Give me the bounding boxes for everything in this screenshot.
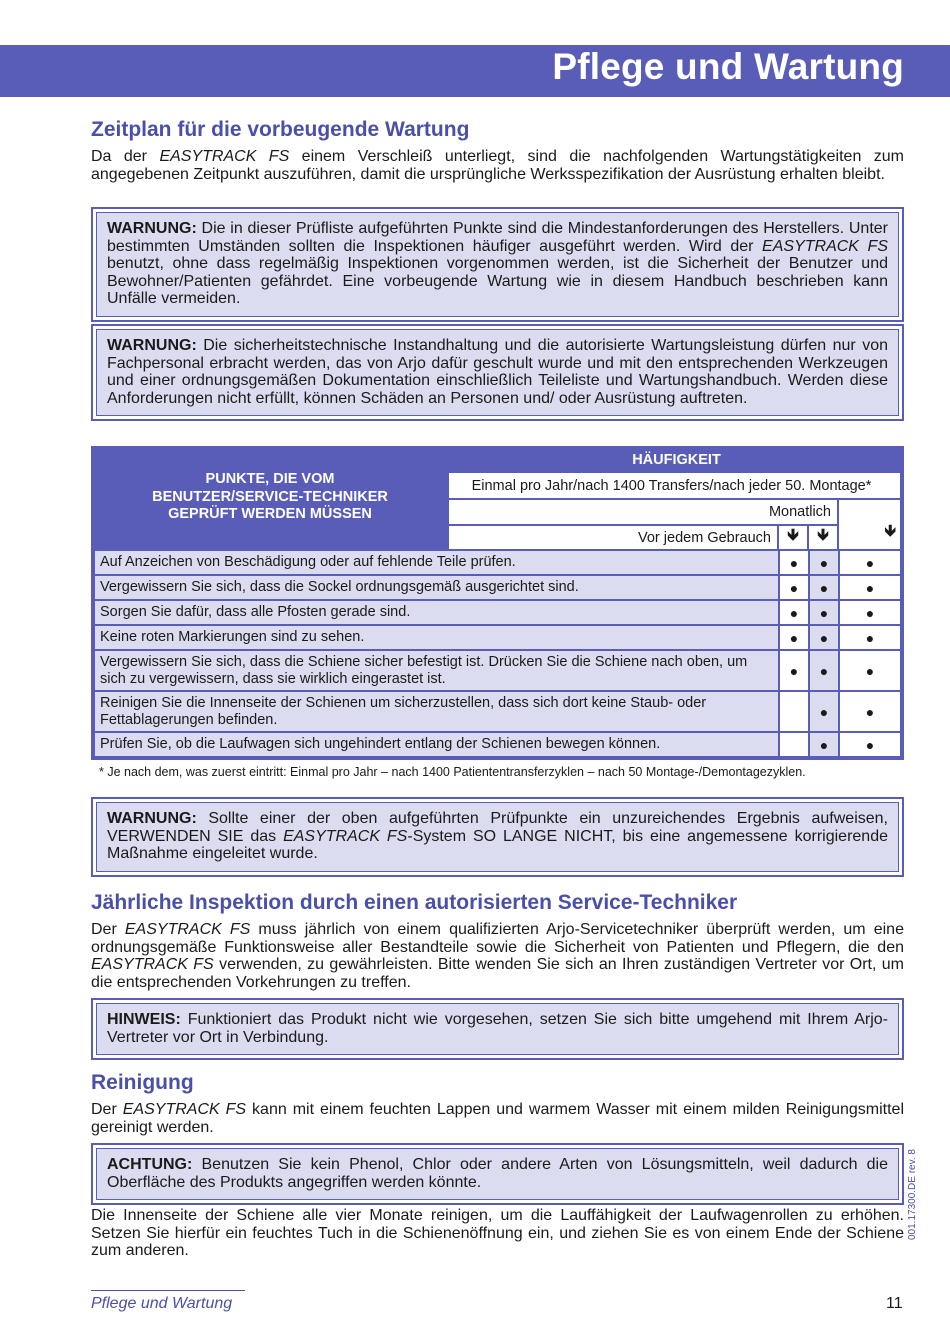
table-footnote: * Je nach dem, was zuerst eintritt: Einmal pro Jahr – nach 1400 Patiententransferzyklen – nach 50 Montage-/Demontagezyklen.: [99, 765, 806, 779]
warning-box-2: [91, 324, 904, 421]
table-header-frequency: HÄUFIGKEIT: [632, 451, 721, 468]
arrow-down-icon: 🡻: [779, 526, 807, 549]
warning-box-1-text: WARNUNG: Die in dieser Prüfliste aufgeführten Punkte sind die Mindestanforderungen des Herstellers. Unter bestimmten Umständen sollten die Inspektionen häufiger ausgeführt werden. Wird der EASYTRACK FS benutzt, ohne dass regelmäßig Inspektionen vorgenommen werden, ist die Sicherheit der Benutzer und Bewohner/Patienten gefährdet. Eine vorbeugende Wartung wie in diesem Handbuch beschrieben kann Unfälle vermeiden.: [96, 212, 899, 317]
intro-paragraph: Da der EASYTRACK FS einem Verschleiß unterliegt, sind die nachfolgenden Wartungstätigkeiten zum angegebenen Zeitpunkt auszuführen, damit die ursprüngliche Werksspezifikation der Ausrüstung erhalten bleibt.: [91, 148, 904, 183]
table-row: [95, 733, 900, 756]
arrow-down-icon: 🡻: [839, 500, 900, 549]
check-bullet: ●: [780, 651, 808, 690]
table-row: [95, 576, 900, 599]
table-row: [95, 692, 900, 731]
table-row-text: Keine roten Markierungen sind zu sehen.: [95, 626, 778, 649]
check-bullet: ●: [780, 576, 808, 599]
check-bullet: [780, 733, 808, 756]
check-bullet: ●: [810, 601, 838, 624]
check-bullet: ●: [810, 576, 838, 599]
check-bullet: ●: [840, 692, 900, 731]
table-row-text: Auf Anzeichen von Beschädigung oder auf fehlende Teile prüfen.: [95, 551, 778, 574]
arrow-down-icon: 🡻: [809, 526, 837, 549]
annual-inspection-paragraph: Der EASYTRACK FS muss jährlich von einem qualifizierten Arjo-Servicetechniker überprüft werden, um eine ordnungsgemäße Funktionsweise aller Bestandteile sowie die Sicherheit von Patienten und Pflegern, die den EASYTRACK FS verwenden, zu gewährleisten. Bitte wenden Sie sich an Ihren zuständigen Vertreter vor Ort, um die entsprechenden Vorkehrungen zu treffen.: [91, 921, 904, 991]
frequency-each-use: Vor jedem Gebrauch: [449, 526, 777, 549]
rail-cleaning-paragraph: Die Innenseite der Schiene alle vier Monate reinigen, um die Lauffähigkeit der Laufwagenrollen zu erhöhen. Setzen Sie hierfür ein feuchtes Tuch in die Schienenöffnung ein, und ziehen Sie es von einem Ende der Schiene zum anderen.: [91, 1207, 904, 1260]
table-row-text: Prüfen Sie, ob die Laufwagen sich ungehindert entlang der Schienen bewegen können.: [95, 733, 778, 756]
frequency-yearly: Einmal pro Jahr/nach 1400 Transfers/nach jeder 50. Montage*: [449, 473, 900, 498]
table-row: [95, 551, 900, 574]
footer-divider: [91, 1290, 245, 1291]
frequency-monthly: Monatlich: [449, 500, 837, 524]
check-bullet: ●: [780, 601, 808, 624]
check-bullet: ●: [810, 692, 838, 731]
table-header-items: PUNKTE, DIE VOM BENUTZER/SERVICE-TECHNIKER GEPRÜFT WERDEN MÜSSEN: [152, 471, 388, 523]
table-row: [95, 601, 900, 624]
section-heading-maintenance-schedule: Zeitplan für die vorbeugende Wartung: [91, 118, 470, 141]
check-bullet: ●: [840, 601, 900, 624]
caution-box: [91, 1143, 904, 1205]
section-heading-annual-inspection: Jährliche Inspektion durch einen autorisierten Service-Techniker: [91, 891, 738, 914]
page-title: Pflege und Wartung: [552, 46, 904, 87]
check-bullet: ●: [840, 576, 900, 599]
check-bullet: ●: [840, 651, 900, 690]
cleaning-paragraph: Der EASYTRACK FS kann mit einem feuchten Lappen und warmem Wasser mit einem milden Reinigungsmittel gereinigt werden.: [91, 1101, 904, 1136]
table-row-text: Sorgen Sie dafür, dass alle Pfosten gerade sind.: [95, 601, 778, 624]
table-row: [95, 626, 900, 649]
header-band: [0, 45, 950, 97]
check-bullet: ●: [840, 733, 900, 756]
check-bullet: ●: [810, 733, 838, 756]
check-bullet: ●: [810, 551, 838, 574]
maintenance-table: [91, 446, 904, 760]
check-bullet: [780, 692, 808, 731]
page-number: 11: [886, 1295, 903, 1312]
notice-box: [91, 998, 904, 1060]
warning-box-1: [91, 207, 904, 322]
table-row-text: Vergewissern Sie sich, dass die Schiene sicher befestigt ist. Drücken Sie die Schiene nach oben, um sich zu vergewissern, dass sie wirklich eingerastet ist.: [95, 651, 778, 690]
check-bullet: ●: [810, 626, 838, 649]
table-row: [95, 651, 900, 690]
check-bullet: ●: [780, 626, 808, 649]
footer-title: Pflege und Wartung: [91, 1295, 233, 1312]
section-heading-cleaning: Reinigung: [91, 1071, 194, 1094]
document-code: 001.17300.DE rev. 8: [907, 1149, 918, 1240]
warning-box-3: [91, 797, 904, 877]
table-row-text: Reinigen Sie die Innenseite der Schienen um sicherzustellen, dass sich dort keine Staub- oder Fettablagerungen befinden.: [95, 692, 778, 731]
check-bullet: ●: [840, 551, 900, 574]
notice-box-text: HINWEIS: Funktioniert das Produkt nicht wie vorgesehen, setzen Sie sich bitte umgehend mit Ihrem Arjo-Vertreter vor Ort in Verbindung.: [96, 1003, 899, 1055]
warning-box-3-text: WARNUNG: Sollte einer der oben aufgeführten Prüfpunkte ein unzureichendes Ergebnis aufweisen, VERWENDEN SIE das EASYTRACK FS-System SO LANGE NICHT, bis eine angemessene korrigierende Maßnahme eingeleitet wurde.: [96, 802, 899, 872]
check-bullet: ●: [780, 551, 808, 574]
warning-box-2-text: WARNUNG: Die sicherheitstechnische Instandhaltung und die autorisierte Wartungsleistung dürfen nur von Fachpersonal erbracht werden, das von Arjo dafür geschult wurde und mit den entsprechenden Werkzeugen und einer ordnungsgemäßen Dokumentation einschließlich Teileliste und Wartungshandbuch. Werden diese Anforderungen nicht erfüllt, können Schäden an Personen und/ oder Ausrüstung auftreten.: [96, 329, 899, 416]
caution-box-text: ACHTUNG: Benutzen Sie kein Phenol, Chlor oder andere Arten von Lösungsmitteln, weil dadurch die Oberfläche des Produkts angegriffen werden könnte.: [96, 1148, 899, 1200]
check-bullet: ●: [810, 651, 838, 690]
table-row-text: Vergewissern Sie sich, dass die Sockel ordnungsgemäß ausgerichtet sind.: [95, 576, 778, 599]
check-bullet: ●: [840, 626, 900, 649]
